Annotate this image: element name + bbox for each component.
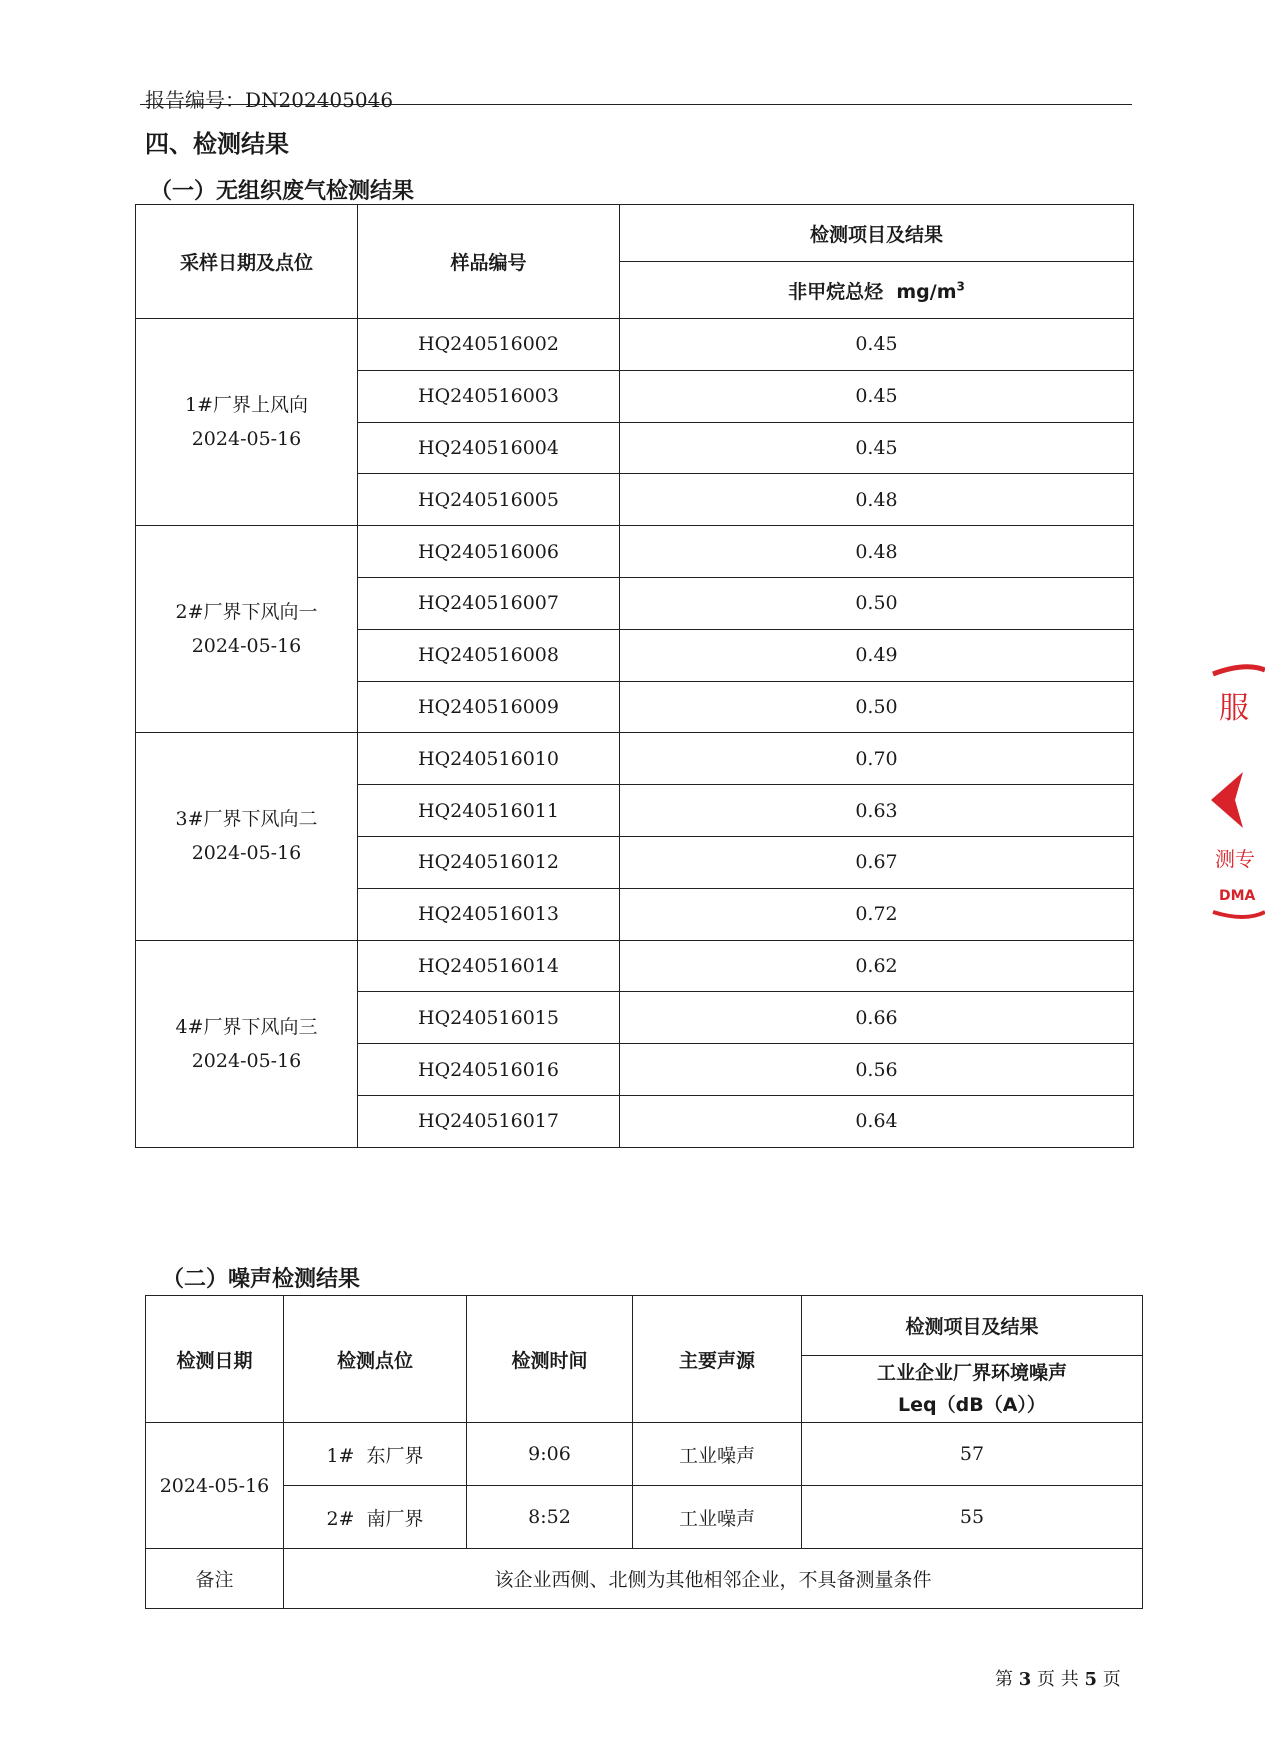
sample-id: HQ240516012 bbox=[358, 836, 620, 888]
result-value: 0.64 bbox=[620, 1095, 1134, 1147]
remark-label: 备注 bbox=[146, 1549, 284, 1609]
sampling-location: 1#厂界上风向 2024-05-16 bbox=[136, 319, 358, 526]
sample-id: HQ240516016 bbox=[358, 1044, 620, 1096]
result-value: 0.56 bbox=[620, 1044, 1134, 1096]
result-value: 0.50 bbox=[620, 577, 1134, 629]
svg-text:服: 服 bbox=[1219, 691, 1249, 726]
col-date-header: 检测日期 bbox=[146, 1296, 284, 1423]
remark-text: 该企业西侧、北侧为其他相邻企业，不具备测量条件 bbox=[284, 1549, 1143, 1609]
noise-point: 1# 东厂界 bbox=[284, 1423, 467, 1486]
svg-text:测专: 测专 bbox=[1215, 847, 1255, 871]
result-value: 0.45 bbox=[620, 422, 1134, 474]
col-result-header: 检测项目及结果 bbox=[802, 1296, 1143, 1356]
header-divider bbox=[140, 104, 1132, 105]
sample-id: HQ240516013 bbox=[358, 888, 620, 940]
item-header: 非甲烷总烃 $mg/m^3$ bbox=[620, 262, 1134, 319]
air-subtitle: （一）无组织废气检测结果 bbox=[150, 179, 415, 204]
official-stamp-fragment bbox=[1205, 660, 1265, 920]
noise-source: 工业噪声 bbox=[633, 1486, 802, 1549]
sample-id: HQ240516007 bbox=[358, 577, 620, 629]
result-value: 0.48 bbox=[620, 526, 1134, 578]
sample-id: HQ240516009 bbox=[358, 681, 620, 733]
svg-text:DMA: DMA bbox=[1219, 888, 1256, 904]
sampling-location: 3#厂界下风向二 2024-05-16 bbox=[136, 733, 358, 940]
result-value: 0.72 bbox=[620, 888, 1134, 940]
sample-id: HQ240516015 bbox=[358, 992, 620, 1044]
sample-id: HQ240516008 bbox=[358, 629, 620, 681]
result-value: 0.48 bbox=[620, 474, 1134, 526]
noise-source: 工业噪声 bbox=[633, 1423, 802, 1486]
noise-value: 55 bbox=[802, 1486, 1143, 1549]
noise-value: 57 bbox=[802, 1423, 1143, 1486]
col-result-header: 检测项目及结果 bbox=[620, 205, 1134, 262]
report-number: 报告编号：DN202405046 bbox=[145, 88, 394, 112]
sample-id: HQ240516011 bbox=[358, 785, 620, 837]
col-sample-header: 样品编号 bbox=[358, 205, 620, 319]
col-source-header: 主要声源 bbox=[633, 1296, 802, 1423]
sample-id: HQ240516017 bbox=[358, 1095, 620, 1147]
result-value: 0.70 bbox=[620, 733, 1134, 785]
result-value: 0.63 bbox=[620, 785, 1134, 837]
sample-id: HQ240516003 bbox=[358, 370, 620, 422]
noise-results-table bbox=[145, 1295, 1143, 1609]
result-value: 0.49 bbox=[620, 629, 1134, 681]
section-title: 四、检测结果 bbox=[145, 130, 289, 158]
result-value: 0.66 bbox=[620, 992, 1134, 1044]
result-value: 0.45 bbox=[620, 319, 1134, 371]
air-results-table bbox=[135, 204, 1134, 1148]
col-point-header: 检测点位 bbox=[284, 1296, 467, 1423]
col-time-header: 检测时间 bbox=[467, 1296, 633, 1423]
noise-subtitle: （二）噪声检测结果 bbox=[162, 1267, 361, 1292]
noise-time: 9:06 bbox=[467, 1423, 633, 1486]
result-value: 0.45 bbox=[620, 370, 1134, 422]
sample-id: HQ240516014 bbox=[358, 940, 620, 992]
sampling-location: 2#厂界下风向一 2024-05-16 bbox=[136, 526, 358, 733]
sample-id: HQ240516005 bbox=[358, 474, 620, 526]
sample-id: HQ240516002 bbox=[358, 319, 620, 371]
sampling-location: 4#厂界下风向三 2024-05-16 bbox=[136, 940, 358, 1147]
sample-id: HQ240516010 bbox=[358, 733, 620, 785]
sample-id: HQ240516006 bbox=[358, 526, 620, 578]
noise-point: 2# 南厂界 bbox=[284, 1486, 467, 1549]
noise-time: 8:52 bbox=[467, 1486, 633, 1549]
noise-item-header: 工业企业厂界环境噪声 Leq（dB（A）） bbox=[802, 1356, 1143, 1423]
page-footer: 第 3 页 共 5 页 bbox=[995, 1669, 1121, 1690]
result-value: 0.50 bbox=[620, 681, 1134, 733]
result-value: 0.67 bbox=[620, 836, 1134, 888]
sample-id: HQ240516004 bbox=[358, 422, 620, 474]
result-value: 0.62 bbox=[620, 940, 1134, 992]
col-location-header: 采样日期及点位 bbox=[136, 205, 358, 319]
noise-date: 2024-05-16 bbox=[146, 1423, 284, 1549]
